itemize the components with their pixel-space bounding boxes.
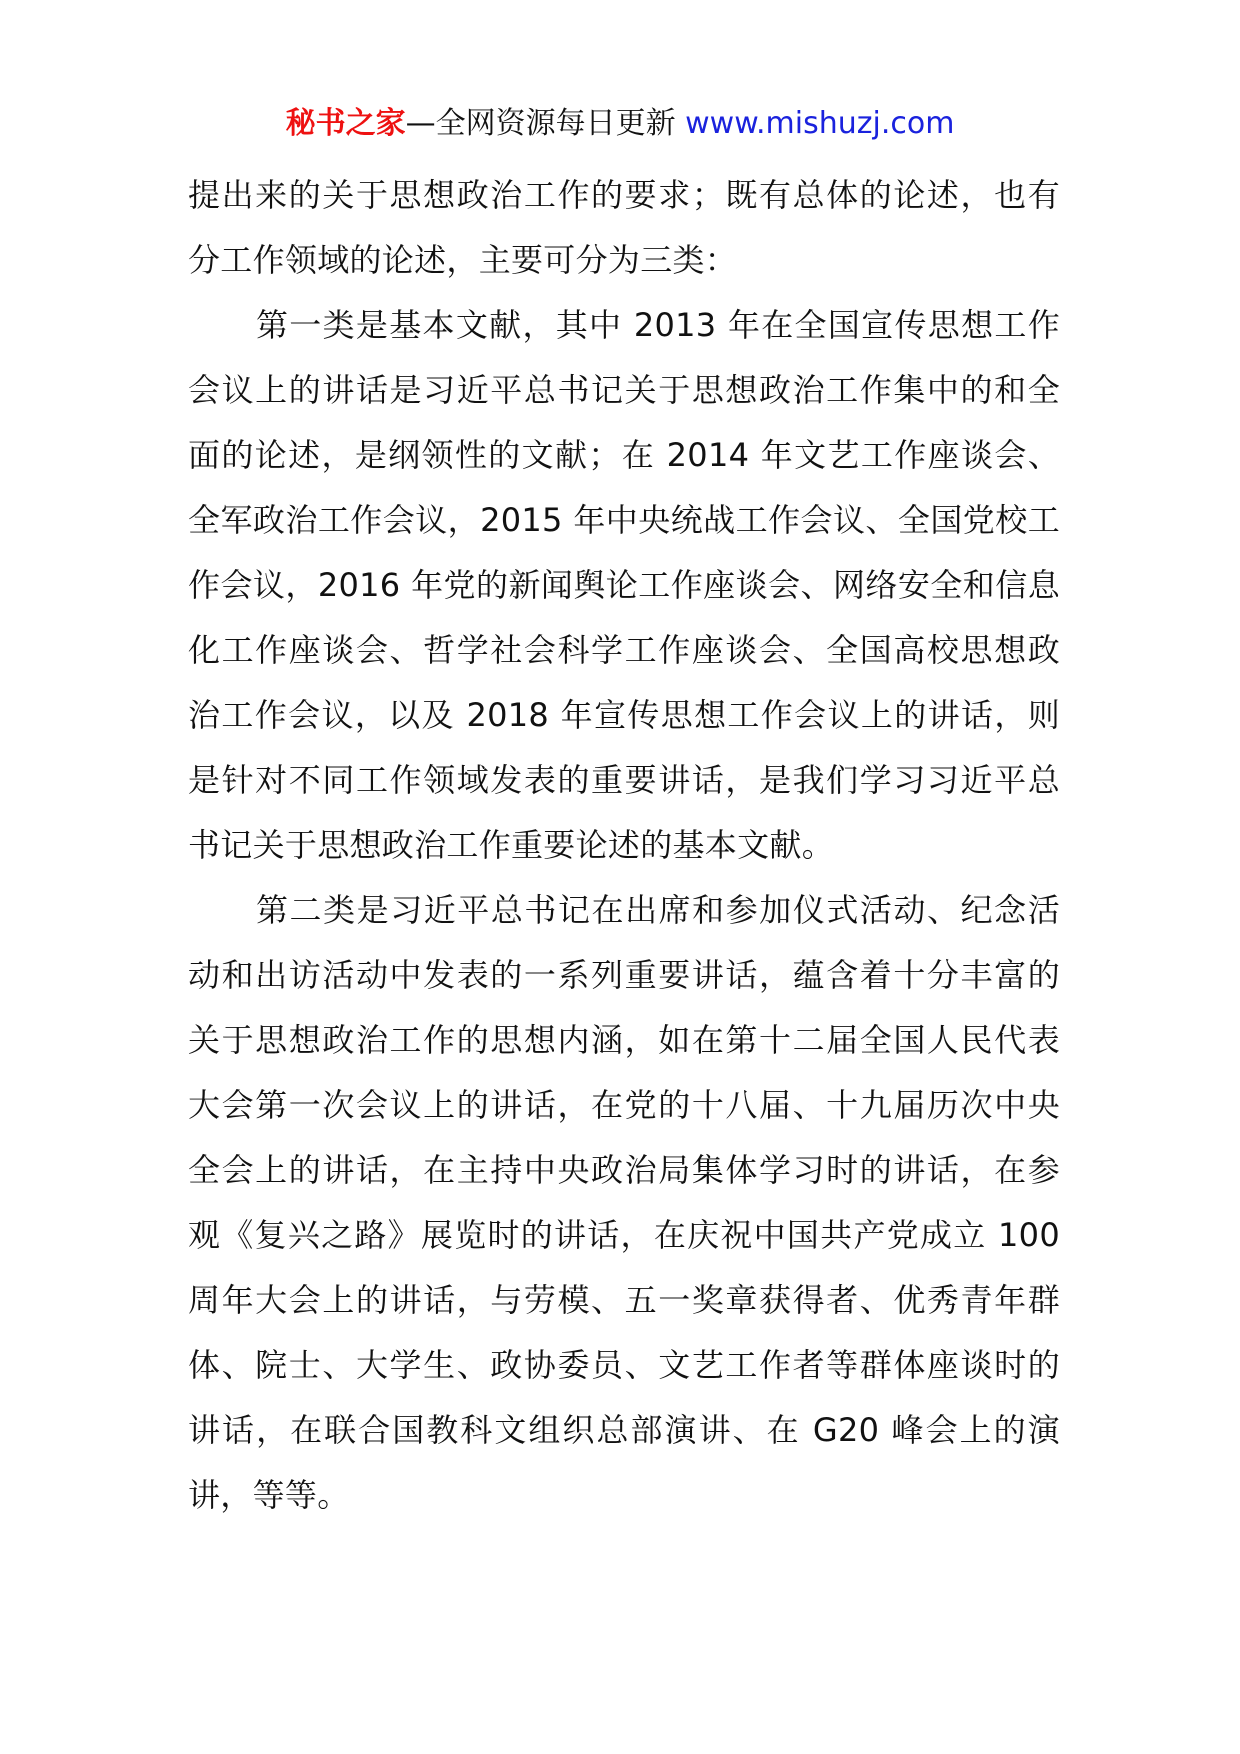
paragraph-category-two: 第二类是习近平总书记在出席和参加仪式活动、纪念活动和出访活动中发表的一系列重要讲话，蕴含着十分丰富的关于思想政治工作的思想内涵，如在第十二届全国人民代表大会第一次会议上的讲话，在党的十八届、十九届历次中央全会上的讲话，在主持中央政治局集体学习时的讲话，在参观《复兴之路》展览时的讲话，在庆祝中国共产党成立 100 周年大会上的讲话，与劳模、五一奖章获得者、优秀青年群体、院士、大学生、政协委员、文艺工作者等群体座谈时的讲话，在联合国教科文组织总部演讲、在 G20 峰会上的演讲，等等。 <box>188 891 1060 1514</box>
brand-name: 秘书之家 <box>285 106 406 141</box>
page-header <box>0 104 1240 144</box>
website-url[interactable]: www.mishuzj.com <box>685 106 955 141</box>
document-body <box>188 163 1060 1528</box>
header-tagline: —全网资源每日更新 <box>405 106 676 141</box>
paragraph-category-one: 第一类是基本文献，其中 2013 年在全国宣传思想工作会议上的讲话是习近平总书记关于思想政治工作集中的和全面的论述，是纲领性的文献；在 2014 年文艺工作座谈会、全军政治工作会议，2015 年中央统战工作会议、全国党校工作会议，2016 年党的新闻舆论工作座谈会、网络安全和信息化工作座谈会、哲学社会科学工作座谈会、全国高校思想政治工作会议，以及 2018 年宣传思想工作会议上的讲话，则是针对不同工作领域发表的重要讲话，是我们学习习近平总书记关于思想政治工作重要论述的基本文献。 <box>188 306 1060 864</box>
paragraph-continuation: 提出来的关于思想政治工作的要求；既有总体的论述，也有分工作领域的论述，主要可分为三类： <box>188 176 1060 279</box>
